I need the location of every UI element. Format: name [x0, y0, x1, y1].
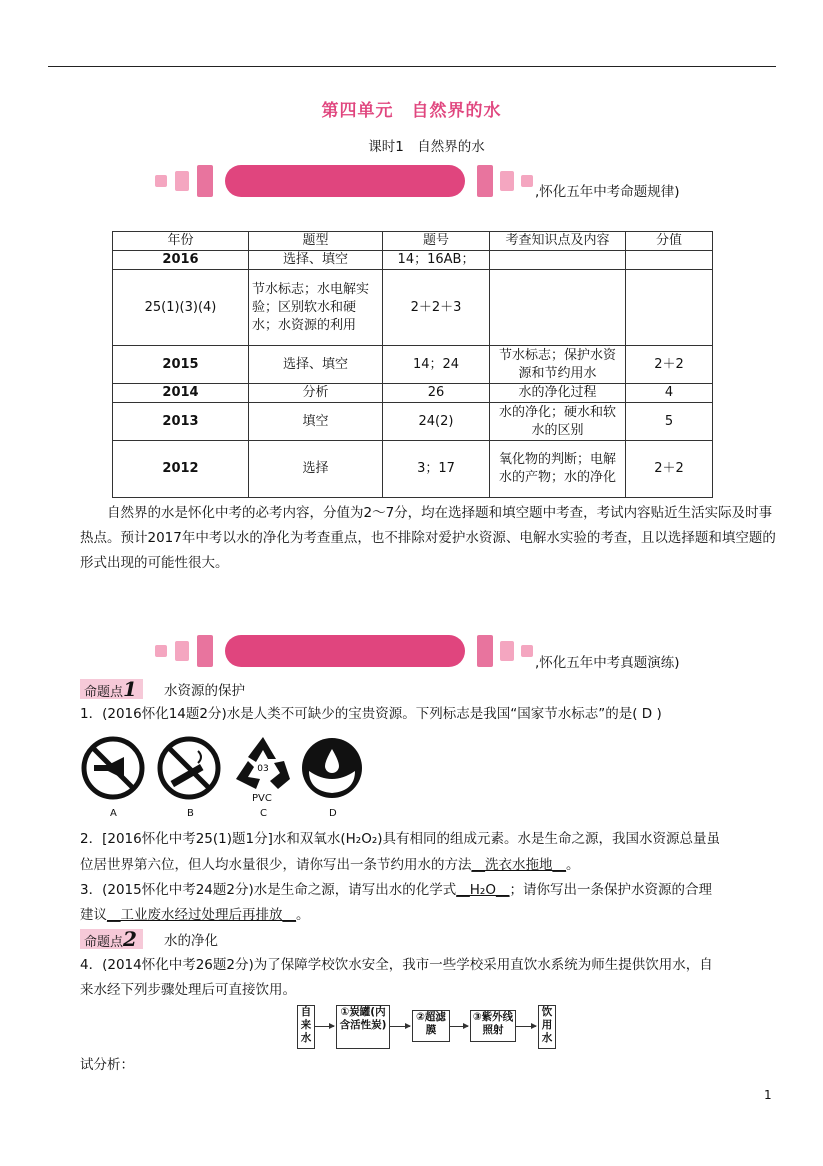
lesson-title: 课时1 自然界的水	[368, 139, 485, 155]
answer-q2: __洗衣水拖地__	[471, 857, 566, 873]
table-cell: 水的净化；硬水和软水的区别	[490, 403, 626, 441]
badge-label: 命题点	[84, 685, 124, 700]
table-cell: 水的净化过程	[490, 384, 626, 403]
badge-number: 2	[123, 927, 137, 951]
table-cell: 4	[626, 384, 713, 403]
table-row	[113, 251, 713, 270]
flow-end-drinking-water: 饮用水	[538, 1005, 556, 1049]
table-header: 考查知识点及内容	[490, 232, 626, 251]
table-cell: 2012	[113, 441, 249, 498]
symbol-label-d: D	[329, 808, 337, 819]
table-row	[113, 270, 713, 346]
table-cell: 25(1)(3)(4)	[113, 270, 249, 346]
flow-arrow	[314, 1026, 334, 1027]
page-number: 1	[764, 1088, 772, 1102]
table-cell: 2016	[113, 251, 249, 270]
table-header: 年份	[113, 232, 249, 251]
question-3-line-1: 3．(2015怀化中考24题2分)水是生命之源，请写出水的化学式__H₂O__；请你写出一条保护水资源的合理	[80, 882, 712, 898]
flow-arrow	[450, 1026, 468, 1027]
question-2-line-1: 2．[2016怀化中考25(1)题1分]水和双氧水(H₂O₂)具有相同的组成元素。水是生命之源，我国水资源总量虽	[80, 831, 721, 847]
symbol-label-c: C	[260, 808, 267, 819]
topic-badge-1	[80, 679, 143, 699]
question-4-line-1: 4．(2014怀化中考26题2分)为了保障学校饮水安全，我市一些学校采用直饮水系统为师生提供饮用水，自	[80, 957, 713, 973]
question-1: 1．(2016怀化14题2分)水是人类不可缺少的宝贵资源。下列标志是我国“国家节水标志”的是( D )	[80, 706, 662, 722]
recycle-icon	[230, 733, 296, 793]
banner-1-caption: ,怀化五年中考命题规律)	[535, 184, 680, 200]
table-cell: 2015	[113, 346, 249, 384]
question-4-line-2: 来水经下列步骤处理后可直接饮用。	[80, 982, 296, 998]
question-3-line-2: 建议__工业废水经过处理后再排放__。	[80, 907, 310, 923]
table-cell: 24(2)	[383, 403, 490, 441]
topic-1-title: 水资源的保护	[164, 683, 245, 699]
table-row	[113, 441, 713, 498]
topic-badge-2	[80, 929, 143, 949]
recycle-caption: PVC	[252, 793, 272, 804]
table-cell: 选择、填空	[249, 251, 383, 270]
flow-arrow	[516, 1026, 536, 1027]
water-saving-sign-icon	[299, 735, 365, 801]
table-cell: 14；16AB；	[383, 251, 490, 270]
table-cell: 2014	[113, 384, 249, 403]
table-cell: 3；17	[383, 441, 490, 498]
table-cell: 分析	[249, 384, 383, 403]
table-row	[113, 384, 713, 403]
table-cell: 2＋2＋3	[383, 270, 490, 346]
table-row	[113, 403, 713, 441]
table-cell: 2＋2	[626, 346, 713, 384]
header-rule	[48, 66, 776, 67]
table-cell: 节水标志；水电解实验；区别软水和硬水；水资源的利用	[249, 270, 383, 346]
intro-paragraph: 自然界的水是怀化中考的必考内容，分值为2～7分，均在选择题和填空题中考查，考试内容贴近生活实际及时事热点。预计2017年中考以水的净化为考查重点，也不排除对爱护水资源、电解水实验的考查，且以选择题和填空题的形式出现的可能性很大。	[80, 505, 776, 571]
symbol-label-a: A	[110, 808, 117, 819]
no-horn-sign-icon	[80, 735, 146, 801]
flow-start-tap-water: 自来水	[297, 1005, 315, 1049]
topic-2-title: 水的净化	[164, 933, 218, 949]
table-header: 题型	[249, 232, 383, 251]
flow-step-carbon-tank: ①炭罐(内含活性炭)	[336, 1005, 390, 1049]
symbol-label-b: B	[187, 808, 194, 819]
answer-q3-suggestion: __工业废水经过处理后再排放__	[107, 907, 296, 923]
table-cell: 填空	[249, 403, 383, 441]
table-row	[113, 346, 713, 384]
no-smoking-sign-icon	[156, 735, 222, 801]
table-cell: 选择、填空	[249, 346, 383, 384]
table-cell: 14；24	[383, 346, 490, 384]
table-cell: 2013	[113, 403, 249, 441]
table-cell: 选择	[249, 441, 383, 498]
recycle-number: 03	[257, 764, 269, 774]
flow-arrow	[390, 1026, 410, 1027]
table-cell	[626, 251, 713, 270]
table-cell: 节水标志；保护水资源和节约用水	[490, 346, 626, 384]
flow-step-ultrafiltration: ②超滤膜	[412, 1010, 450, 1042]
flow-step-uv: ③紫外线照射	[470, 1010, 516, 1042]
table-header: 分值	[626, 232, 713, 251]
table-cell: 2＋2	[626, 441, 713, 498]
question-4-prompt: 试分析：	[80, 1057, 134, 1073]
section-banner-1	[155, 163, 515, 199]
table-cell: 氧化物的判断；电解水的产物；水的净化	[490, 441, 626, 498]
table-cell	[626, 270, 713, 346]
table-cell	[490, 251, 626, 270]
table-cell	[490, 270, 626, 346]
table-header: 题号	[383, 232, 490, 251]
table-cell: 5	[626, 403, 713, 441]
table-header-row	[113, 232, 713, 251]
badge-number: 1	[123, 677, 137, 701]
table-cell: 26	[383, 384, 490, 403]
banner-2-caption: ,怀化五年中考真题演练)	[535, 655, 680, 671]
question-2-line-2: 位居世界第六位，但人均水量很少，请你写出一条节约用水的方法__洗衣水拖地__。	[80, 857, 580, 873]
unit-title: 第四单元 自然界的水	[321, 101, 502, 121]
badge-label: 命题点	[84, 935, 124, 950]
answer-q3-formula: __H₂O__	[456, 882, 510, 898]
section-banner-2	[155, 633, 515, 669]
exam-table	[112, 231, 713, 498]
